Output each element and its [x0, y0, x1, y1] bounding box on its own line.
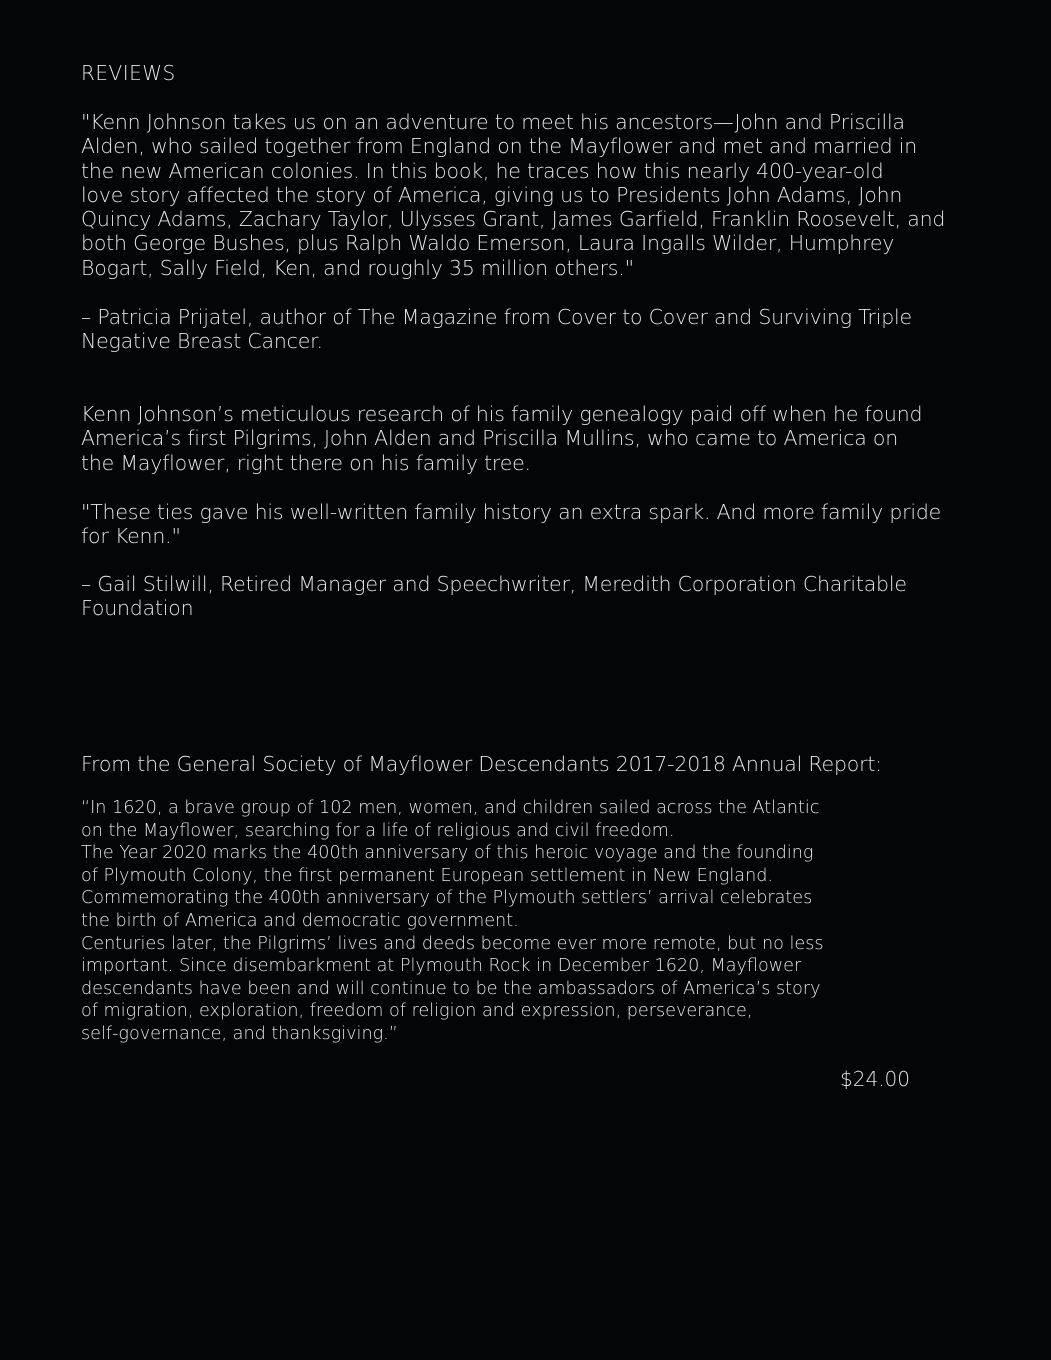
- review-2-quote: "These ties gave his well-written family history an extra spark. And more family pride for Kenn.": [81, 500, 942, 549]
- reviews-heading: REVIEWS: [81, 61, 176, 85]
- report-quote: “In 1620, a brave group of 102 men, women, and children sailed across the Atlantic on the Mayflower, searching for a life of religious and civil freedom. The Year 2020 marks the 400th anniversary of this heroic voyage and the founding of Plymouth Colony, the first permanent European settlement in New England. Commemorating the 400th anniversary of the Plymouth settlers’ arrival celebrates the birth of America and democratic government. Centuries later, the Pilgrims’ lives and deeds become ever more remote, but no less important. Since disembarkment at Plymouth Rock in December 1620, Mayflower descendants have been and will continue to be the ambassadors of America’s story of migration, exploration, freedom of religion and expression, perseverance, self-governance, and thanksgiving.”: [81, 798, 824, 1044]
- price-label: $24.00: [840, 1067, 910, 1091]
- report-source-line: From the General Society of Mayflower Descendants 2017-2018 Annual Report:: [81, 752, 882, 776]
- review-2-intro: Kenn Johnson’s meticulous research of his family genealogy paid off when he found America’s first Pilgrims, John Alden and Priscilla Mullins, who came to America on the Mayflower, right there on his family tree.: [81, 402, 923, 475]
- review-1-attribution: – Patricia Prijatel, author of The Magazine from Cover to Cover and Surviving Triple Negative Breast Cancer.: [81, 305, 912, 354]
- review-1-quote: "Kenn Johnson takes us on an adventure to meet his ancestors—John and Priscilla Alden, who sailed together from England on the Mayflower and met and married in the new American colonies. In this book, he traces how this nearly 400-year-old love story affected the story of America, giving us to Presidents John Adams, John Quincy Adams, Zachary Taylor, Ulysses Grant, James Garfield, Franklin Roosevelt, and both George Bushes, plus Ralph Waldo Emerson, Laura Ingalls Wilder, Humphrey Bogart, Sally Field, Ken, and roughly 35 million others.": [81, 110, 946, 280]
- review-2-attribution: – Gail Stilwill, Retired Manager and Speechwriter, Meredith Corporation Charitable Foundation: [81, 572, 907, 621]
